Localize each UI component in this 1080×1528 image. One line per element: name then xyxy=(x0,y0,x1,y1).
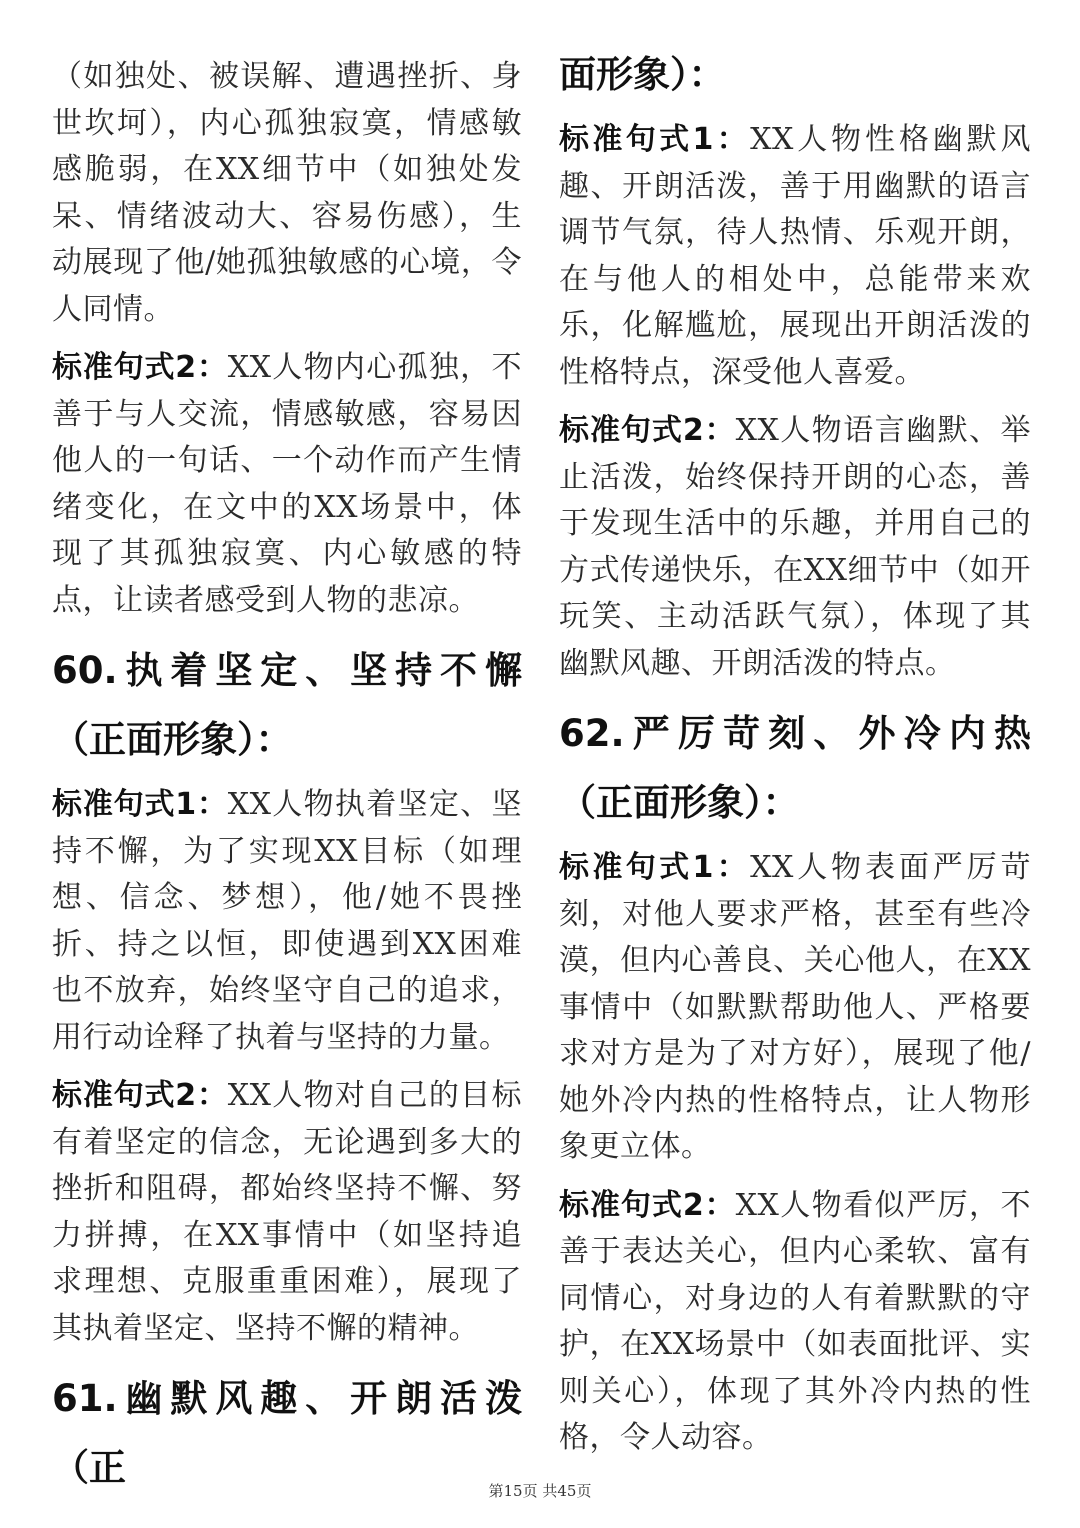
pattern-label: 标准句式2： xyxy=(559,1187,736,1223)
section-heading-60: 60.执着坚定、坚持不懈（正面形象）： xyxy=(52,649,522,761)
section-heading-61-end: 面形象）： xyxy=(559,53,726,96)
pattern-label: 标准句式2： xyxy=(52,350,228,385)
sentence-pattern-60-1 xyxy=(52,782,522,1061)
left-column xyxy=(52,54,522,1510)
sentence-pattern-60-2 xyxy=(52,1073,522,1352)
sentence-pattern-62-1 xyxy=(559,845,1031,1171)
section-heading-61-start: 61.幽默风趣、开朗活泼（正 xyxy=(52,1377,522,1489)
pattern-text: XX人物语言幽默、举止活泼，始终保持开朗的心态，善于发现生活中的乐趣，并用自己的方式传递快乐，在XX细节中（如开玩笑、主动活跃气氛），体现了其幽默风趣、开朗活泼的特点。 xyxy=(559,413,1032,681)
pattern-text: XX人物对自己的目标有着坚定的信念，无论遇到多大的挫折和阻碍，都始终坚持不懈、努力拼搏，在XX事情中（如坚持追求理想、克服重重困难），展现了其执着坚定、坚持不懈的精神。 xyxy=(52,1078,522,1346)
current-page-number: 15 xyxy=(503,1482,523,1500)
sentence-pattern-61-1 xyxy=(559,117,1031,396)
sentence-pattern-61-2 xyxy=(559,408,1031,687)
pattern-text: XX人物内心孤独，不善于与人交流，情感敏感，容易因他人的一句话、一个动作而产生情绪变化，在文中的XX场景中，体现了其孤独寂寞、内心敏感的特点，让读者感受到人物的悲凉。 xyxy=(52,350,522,618)
pattern-label: 标准句式2： xyxy=(52,1078,228,1113)
pattern-label: 标准句式1： xyxy=(52,787,228,822)
sentence-pattern-62-2 xyxy=(559,1183,1031,1462)
pattern-label: 标准句式1： xyxy=(559,122,751,157)
pattern-text: XX人物性格幽默风趣、开朗活泼，善于用幽默的语言调节气氛，待人热情、乐观开朗，在与他人的相处中，总能带来欢乐，化解尴尬，展现出开朗活泼的性格特点，深受他人喜爱。 xyxy=(559,122,1031,390)
right-column xyxy=(559,54,1031,1474)
page-footer: 第15页 共45页 xyxy=(488,1482,592,1500)
pattern-text: XX人物看似严厉，不善于表达关心，但内心柔软、富有同情心，对身边的人有着默默的守护，在XX场景中（如表面批评、实则关心），体现了其外冷内热的性格，令人动容。 xyxy=(559,1187,1032,1455)
section-heading-62: 62.严厉苛刻、外冷内热（正面形象）： xyxy=(559,712,1031,824)
pattern-text: XX人物执着坚定、坚持不懈，为了实现XX目标（如理想、信念、梦想），他/她不畏挫折、持之以恒，即使遇到XX困难也不放弃，始终坚守自己的追求，用行动诠释了执着与坚持的力量。 xyxy=(52,787,522,1055)
pattern-label: 标准句式2： xyxy=(559,413,736,448)
total-pages-number: 45 xyxy=(557,1482,577,1500)
pattern-text: XX人物表面严厉苛刻，对他人要求严格，甚至有些冷漠，但内心善良、关心他人，在XX事情中（如默默帮助他人、严格要求对方是为了对方好），展现了他/她外冷内热的性格特点，让人物形象更立体。 xyxy=(559,850,1031,1164)
continued-paragraph: （如独处、被误解、遭遇挫折、身世坎坷），内心孤独寂寞，情感敏感脆弱，在XX细节中（如独处发呆、情绪波动大、容易伤感），生动展现了他/她孤独敏感的心境，令人同情。 xyxy=(52,59,522,327)
pattern-label: 标准句式1： xyxy=(559,850,751,885)
sentence-pattern-59-2 xyxy=(52,345,522,624)
